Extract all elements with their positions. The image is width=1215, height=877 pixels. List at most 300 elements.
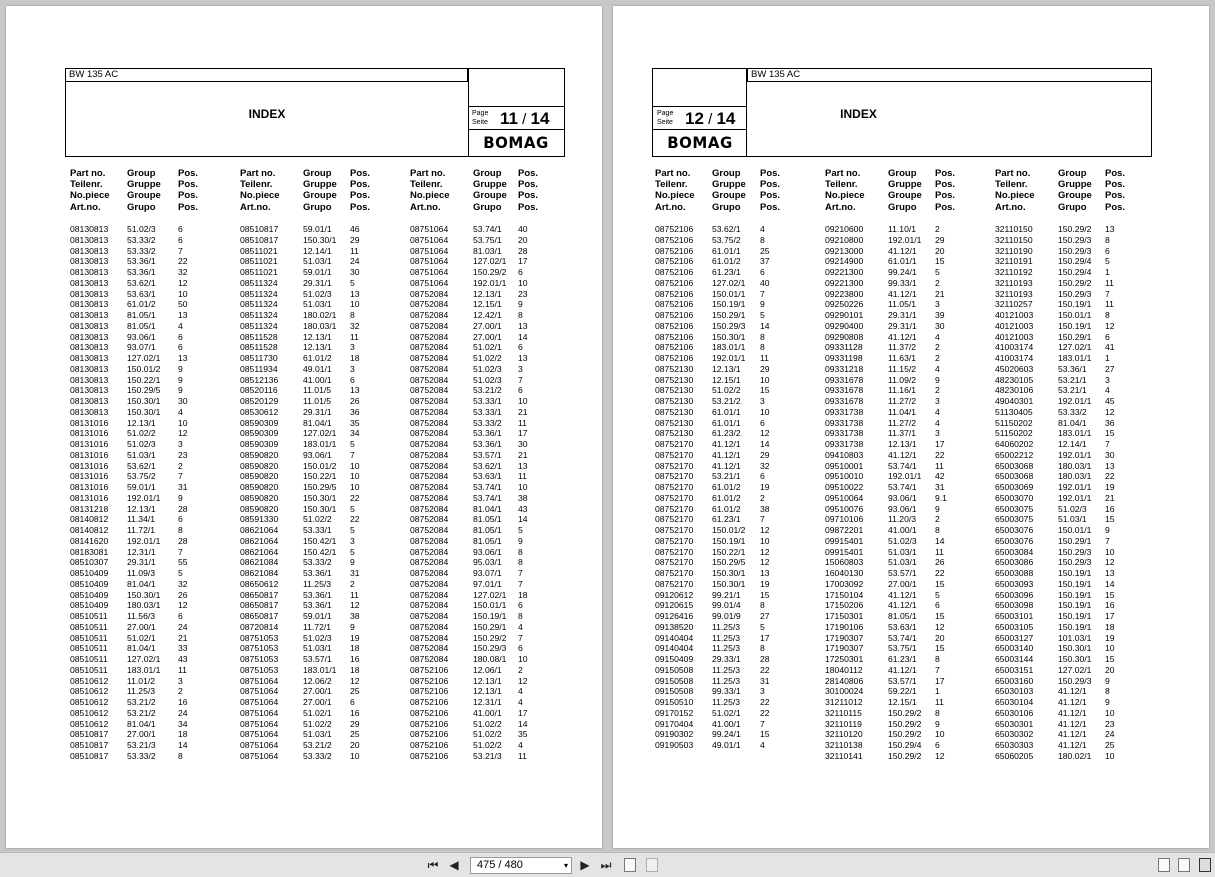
part-number: 08183081 bbox=[70, 546, 109, 557]
page-header bbox=[65, 68, 565, 157]
position: 2 bbox=[935, 342, 940, 353]
group-ref: 53.36/1 bbox=[127, 256, 156, 267]
group-ref: 41.00/1 bbox=[303, 374, 332, 385]
part-number: 51150202 bbox=[995, 428, 1033, 439]
part-number: 08752170 bbox=[655, 535, 694, 546]
part-number: 09290400 bbox=[825, 320, 864, 331]
group-ref: 53.21/3 bbox=[473, 750, 502, 761]
part-number: 08590309 bbox=[240, 428, 279, 439]
group-ref: 49.01/1 bbox=[712, 740, 741, 750]
fit-width-icon[interactable] bbox=[646, 858, 658, 872]
group-header: Group Gruppe Groupe Grupo bbox=[1058, 168, 1092, 213]
position: 20 bbox=[518, 234, 528, 245]
group-ref: 81.04/1 bbox=[1058, 417, 1087, 428]
position: 20 bbox=[350, 740, 360, 750]
part-number: 65003093 bbox=[995, 578, 1034, 589]
group-ref: 150.29/1 bbox=[1058, 535, 1092, 546]
group-ref: 53.33/2 bbox=[127, 245, 156, 256]
part-number: 08510612 bbox=[70, 718, 109, 729]
part-number: 08752130 bbox=[655, 374, 694, 385]
part-number: 08752084 bbox=[410, 492, 449, 503]
part-number: 09150508 bbox=[655, 686, 694, 697]
group-ref: 150.29/5 bbox=[127, 385, 161, 396]
position: 11 bbox=[518, 471, 527, 482]
part-number: 32110141 bbox=[825, 750, 863, 761]
part-number: 08752130 bbox=[655, 385, 694, 396]
group-ref: 11.25/3 bbox=[712, 675, 741, 686]
group-ref: 150.29/2 bbox=[1058, 224, 1092, 234]
position: 29 bbox=[760, 363, 770, 374]
position: 26 bbox=[178, 589, 188, 600]
position: 11 bbox=[935, 546, 944, 557]
part-number: 08511324 bbox=[240, 277, 278, 288]
position: 10 bbox=[350, 299, 360, 310]
part-number: 65003086 bbox=[995, 557, 1034, 568]
part-number: 08511021 bbox=[240, 267, 278, 277]
position: 8 bbox=[760, 600, 765, 611]
position: 7 bbox=[1105, 439, 1110, 449]
group-ref: 11.37/1 bbox=[888, 428, 917, 439]
group-ref: 11.25/3 bbox=[127, 686, 156, 697]
position: 5 bbox=[935, 589, 940, 600]
position: 6 bbox=[760, 471, 765, 482]
group-ref: 53.57/1 bbox=[473, 449, 502, 460]
current-page-number: 12 bbox=[685, 109, 704, 128]
position: 10 bbox=[1105, 707, 1115, 718]
group-ref: 12.13/1 bbox=[127, 503, 156, 514]
group-ref: 51.02/3 bbox=[473, 374, 502, 385]
position: 8 bbox=[1105, 310, 1110, 320]
group-ref: 150.42/1 bbox=[303, 546, 337, 557]
group-header: Group Gruppe Groupe Grupo bbox=[127, 168, 161, 213]
group-ref: 53.33/1 bbox=[303, 525, 332, 535]
position: 11 bbox=[1105, 277, 1114, 288]
position: 12 bbox=[350, 600, 360, 611]
group-ref: 11.25/3 bbox=[712, 632, 741, 643]
position: 7 bbox=[518, 374, 523, 385]
position: 3 bbox=[935, 299, 940, 310]
position: 13 bbox=[760, 568, 770, 578]
part-number: 08752106 bbox=[410, 675, 449, 686]
part-number: 08751064 bbox=[410, 224, 449, 234]
position: 2 bbox=[935, 224, 940, 234]
group-ref: 53.74/1 bbox=[888, 482, 917, 492]
position: 29 bbox=[350, 234, 360, 245]
part-number: 08752084 bbox=[410, 320, 449, 331]
position: 9 bbox=[350, 621, 355, 632]
position: 11 bbox=[935, 460, 944, 471]
group-ref: 53.62/1 bbox=[712, 224, 741, 234]
position: 10 bbox=[518, 396, 528, 406]
group-ref: 53.33/1 bbox=[473, 406, 502, 417]
position: 8 bbox=[1105, 686, 1110, 697]
group-ref: 51.02/3 bbox=[127, 439, 156, 449]
part-number: 08752106 bbox=[655, 256, 694, 267]
part-number: 08752106 bbox=[655, 277, 694, 288]
part-number: 08511528 bbox=[240, 342, 278, 353]
part-number: 08130813 bbox=[70, 310, 109, 320]
position: 34 bbox=[350, 428, 360, 439]
part-number: 08130813 bbox=[70, 245, 109, 256]
position: 12 bbox=[760, 525, 770, 535]
group-ref: 51.02/2 bbox=[473, 729, 502, 740]
group-ref: 150.01/2 bbox=[303, 460, 337, 471]
group-ref: 53.36/1 bbox=[303, 589, 332, 600]
group-ref: 93.06/1 bbox=[473, 546, 502, 557]
part-number: 17250301 bbox=[825, 654, 864, 664]
position: 25 bbox=[350, 729, 360, 740]
part-number: 08752106 bbox=[655, 310, 694, 320]
position: 8 bbox=[518, 310, 523, 320]
part-number: 09214900 bbox=[825, 256, 864, 267]
part-number: 65002212 bbox=[995, 449, 1034, 460]
position: 30 bbox=[350, 267, 360, 277]
position: 18 bbox=[350, 353, 360, 363]
next-page-icon[interactable]: ▶ bbox=[580, 858, 590, 872]
part-number: 08621084 bbox=[240, 568, 279, 578]
part-number: 40121003 bbox=[995, 331, 1034, 342]
position: 8 bbox=[518, 611, 523, 621]
position: 19 bbox=[1105, 632, 1115, 643]
part-number: 08751053 bbox=[240, 632, 279, 643]
part-number: 40121003 bbox=[995, 310, 1034, 320]
position: 43 bbox=[178, 654, 188, 664]
position: 8 bbox=[760, 331, 765, 342]
group-ref: 81.04/1 bbox=[303, 417, 332, 428]
position: 2 bbox=[518, 664, 523, 675]
part-number: 32110150 bbox=[995, 234, 1033, 245]
part-number: 08510511 bbox=[70, 621, 108, 632]
continuous-view-icon[interactable] bbox=[1178, 858, 1190, 872]
part-number: 08752106 bbox=[410, 697, 449, 707]
part-number: 08510409 bbox=[70, 578, 109, 589]
group-ref: 99.24/1 bbox=[888, 267, 917, 277]
part-number: 09150409 bbox=[655, 654, 694, 664]
part-number: 09331738 bbox=[825, 417, 864, 428]
group-ref: 12.31/1 bbox=[473, 697, 502, 707]
position: 2 bbox=[178, 460, 183, 471]
position: 15 bbox=[1105, 428, 1115, 439]
group-ref: 29.31/1 bbox=[888, 320, 917, 331]
position: 13 bbox=[1105, 460, 1115, 471]
group-ref: 150.19/1 bbox=[1058, 600, 1092, 611]
group-ref: 180.02/1 bbox=[303, 310, 337, 320]
position: 20 bbox=[1105, 664, 1115, 675]
position: 33 bbox=[178, 643, 188, 654]
position: 8 bbox=[518, 546, 523, 557]
group-ref: 150.01/2 bbox=[712, 525, 746, 535]
position: 17 bbox=[518, 707, 528, 718]
group-ref: 51.02/2 bbox=[303, 514, 332, 525]
group-ref: 150.22/1 bbox=[303, 471, 337, 482]
current-page-number: 11 bbox=[500, 109, 518, 128]
group-ref: 53.21/2 bbox=[127, 697, 156, 707]
part-number: 17190307 bbox=[825, 643, 864, 654]
group-ref: 53.21/2 bbox=[303, 740, 332, 750]
single-page-view-icon[interactable] bbox=[1158, 858, 1170, 872]
part-number: 32110257 bbox=[995, 299, 1033, 310]
part-number: 48230106 bbox=[995, 385, 1034, 396]
part-number: 09331678 bbox=[825, 396, 864, 406]
position: 2 bbox=[350, 578, 355, 589]
position: 4 bbox=[178, 320, 183, 331]
part-number: 09915401 bbox=[825, 546, 864, 557]
position: 9 bbox=[178, 385, 183, 396]
part-number: 08751064 bbox=[240, 718, 279, 729]
part-number: 08752106 bbox=[655, 224, 694, 234]
position: 6 bbox=[935, 740, 940, 750]
part-number: 40121003 bbox=[995, 320, 1034, 331]
logo-text: BOMAG bbox=[667, 133, 733, 153]
group-ref: 53.75/2 bbox=[127, 471, 156, 482]
part-number: 08510817 bbox=[240, 234, 279, 245]
group-ref: 150.29/3 bbox=[1058, 557, 1092, 568]
page-label-en: Page bbox=[657, 110, 674, 117]
position: 29 bbox=[760, 449, 770, 460]
position: 14 bbox=[178, 740, 188, 750]
position: 17 bbox=[935, 675, 945, 686]
part-number: 08752084 bbox=[410, 546, 449, 557]
position: 32 bbox=[178, 267, 188, 277]
group-ref: 12.13/1 bbox=[712, 363, 741, 374]
position: 6 bbox=[178, 224, 183, 234]
part-number: 51150202 bbox=[995, 417, 1033, 428]
part-number: 08752170 bbox=[655, 557, 694, 568]
position: 11 bbox=[178, 664, 187, 675]
group-ref: 41.12/1 bbox=[1058, 707, 1087, 718]
chevron-down-icon: ▾ bbox=[563, 861, 568, 870]
pos-header: Pos. Pos. Pos. Pos. bbox=[178, 168, 199, 213]
group-ref: 150.30/1 bbox=[303, 503, 337, 514]
page-separator: / bbox=[703, 111, 717, 128]
part-number: 08751064 bbox=[240, 750, 279, 761]
position: 8 bbox=[518, 557, 523, 568]
group-ref: 53.57/1 bbox=[888, 675, 917, 686]
position: 24 bbox=[350, 256, 360, 267]
position: 46 bbox=[350, 224, 360, 234]
position: 6 bbox=[518, 342, 523, 353]
group-ref: 53.36/1 bbox=[303, 568, 332, 578]
group-ref: 93.06/1 bbox=[888, 492, 917, 503]
position: 42 bbox=[935, 471, 945, 482]
group-ref: 150.19/1 bbox=[1058, 611, 1092, 621]
part-number: 08752084 bbox=[410, 471, 449, 482]
group-ref: 41.12/1 bbox=[712, 439, 741, 449]
part-number: 28140806 bbox=[825, 675, 864, 686]
part-number: 09150508 bbox=[655, 675, 694, 686]
group-ref: 49.01/1 bbox=[303, 363, 332, 374]
position: 4 bbox=[178, 406, 183, 417]
part-number: 32110120 bbox=[825, 729, 863, 740]
position: 15 bbox=[935, 256, 945, 267]
position: 14 bbox=[760, 439, 770, 449]
group-ref: 53.33/2 bbox=[127, 234, 156, 245]
part-number: 08752084 bbox=[410, 460, 449, 471]
group-ref: 59.01/1 bbox=[303, 224, 332, 234]
position: 28 bbox=[518, 245, 528, 256]
two-page-view-icon[interactable] bbox=[1199, 858, 1211, 872]
group-ref: 53.74/1 bbox=[888, 632, 917, 643]
position: 15 bbox=[1105, 589, 1115, 600]
part-number: 08752106 bbox=[655, 288, 694, 299]
group-ref: 11.09/2 bbox=[888, 374, 917, 385]
part-number: 65030303 bbox=[995, 740, 1034, 750]
position: 55 bbox=[178, 557, 188, 568]
group-ref: 93.07/1 bbox=[473, 568, 502, 578]
group-ref: 53.63/1 bbox=[888, 621, 917, 632]
part-number: 08130813 bbox=[70, 299, 109, 310]
group-ref: 61.23/2 bbox=[712, 428, 741, 439]
part-number: 51130405 bbox=[995, 406, 1033, 417]
position: 6 bbox=[1105, 245, 1110, 256]
position: 10 bbox=[178, 288, 188, 299]
part-number: 65003160 bbox=[995, 675, 1034, 686]
part-number: 65060205 bbox=[995, 750, 1034, 761]
position: 22 bbox=[350, 514, 360, 525]
group-ref: 12.15/1 bbox=[473, 299, 502, 310]
position: 2 bbox=[178, 686, 183, 697]
part-number: 65030103 bbox=[995, 686, 1034, 697]
group-ref: 150.29/1 bbox=[473, 621, 507, 632]
position: 15 bbox=[760, 589, 770, 600]
group-ref: 192.01/1 bbox=[888, 471, 922, 482]
group-ref: 51.03/1 bbox=[303, 256, 332, 267]
group-ref: 51.03/1 bbox=[127, 449, 156, 460]
group-ref: 59.01/1 bbox=[303, 611, 332, 621]
group-ref: 150.19/1 bbox=[473, 611, 507, 621]
position: 4 bbox=[760, 224, 765, 234]
part-number: 08752106 bbox=[410, 707, 449, 718]
position: 13 bbox=[1105, 568, 1115, 578]
part-number: 09510010 bbox=[825, 471, 864, 482]
position: 9 bbox=[1105, 697, 1110, 707]
part-number: 65003069 bbox=[995, 482, 1034, 492]
part-number: 09190302 bbox=[655, 729, 694, 740]
group-ref: 11.15/2 bbox=[888, 363, 917, 374]
group-ref: 192.01/1 bbox=[127, 492, 161, 503]
group-ref: 12.13/1 bbox=[888, 439, 917, 449]
page-number bbox=[685, 108, 735, 131]
part-number: 65030302 bbox=[995, 729, 1034, 740]
position: 4 bbox=[935, 331, 940, 342]
group-ref: 180.02/1 bbox=[1058, 750, 1092, 761]
part-number: 08752170 bbox=[655, 492, 694, 503]
position: 14 bbox=[518, 718, 528, 729]
group-ref: 150.30/1 bbox=[1058, 643, 1092, 654]
part-number: 64060202 bbox=[995, 439, 1034, 449]
group-ref: 12.13/1 bbox=[303, 342, 332, 353]
group-ref: 51.03/1 bbox=[888, 546, 917, 557]
part-number: 08752084 bbox=[410, 406, 449, 417]
group-ref: 192.01/1 bbox=[712, 353, 746, 363]
position: 24 bbox=[178, 621, 188, 632]
group-ref: 150.29/3 bbox=[712, 320, 746, 331]
part-number: 08590820 bbox=[240, 460, 279, 471]
group-ref: 11.25/3 bbox=[303, 578, 332, 589]
position: 9 bbox=[178, 363, 183, 374]
group-ref: 150.29/3 bbox=[1058, 675, 1092, 686]
group-ref: 150.29/2 bbox=[888, 729, 922, 740]
position: 5 bbox=[350, 546, 355, 557]
group-ref: 99.24/1 bbox=[712, 729, 741, 740]
part-number: 32110150 bbox=[995, 224, 1033, 234]
position: 15 bbox=[935, 578, 945, 589]
total-pages: 14 bbox=[530, 109, 550, 128]
group-ref: 11.25/3 bbox=[712, 664, 741, 675]
group-ref: 53.57/1 bbox=[303, 654, 332, 664]
group-ref: 61.01/2 bbox=[712, 256, 741, 267]
position: 13 bbox=[350, 288, 360, 299]
position: 14 bbox=[518, 514, 528, 525]
part-number: 08751053 bbox=[240, 643, 279, 654]
position: 4 bbox=[1105, 385, 1110, 396]
position: 41 bbox=[1105, 342, 1115, 353]
group-ref: 53.21/1 bbox=[1058, 374, 1087, 385]
part-number: 08131016 bbox=[70, 460, 109, 471]
part-number: 09290808 bbox=[825, 331, 864, 342]
part-number: 08752106 bbox=[655, 353, 694, 363]
group-ref: 53.21/2 bbox=[712, 396, 741, 406]
position: 17 bbox=[518, 256, 528, 267]
part-number: 08131016 bbox=[70, 482, 109, 492]
group-ref: 27.00/1 bbox=[473, 331, 502, 342]
group-ref: 12.13/1 bbox=[473, 686, 502, 697]
part-number: 09170152 bbox=[655, 707, 694, 718]
position: 22 bbox=[178, 256, 188, 267]
prev-page-icon[interactable]: ◀ bbox=[449, 858, 459, 872]
part-number: 32110190 bbox=[995, 245, 1033, 256]
position: 8 bbox=[178, 525, 183, 535]
last-page-icon[interactable]: ⏭ bbox=[600, 858, 612, 872]
part-number: 08752084 bbox=[410, 331, 449, 342]
group-ref: 53.62/1 bbox=[127, 460, 156, 471]
position: 15 bbox=[760, 729, 770, 740]
part-number: 08130813 bbox=[70, 331, 109, 342]
part-number: 08752084 bbox=[410, 288, 449, 299]
page-select[interactable] bbox=[470, 857, 572, 874]
part-number: 08130813 bbox=[70, 256, 109, 267]
part-number: 65030301 bbox=[995, 718, 1034, 729]
position: 12 bbox=[1105, 557, 1115, 568]
part-number: 08140812 bbox=[70, 514, 109, 525]
group-ref: 150.30/1 bbox=[127, 396, 161, 406]
part-number: 49040301 bbox=[995, 396, 1034, 406]
part-number: 08752106 bbox=[655, 245, 694, 256]
part-number: 15060803 bbox=[825, 557, 864, 568]
group-ref: 150.30/1 bbox=[303, 234, 337, 245]
group-header: Group Gruppe Groupe Grupo bbox=[712, 168, 746, 213]
group-ref: 150.29/2 bbox=[1058, 277, 1092, 288]
first-page-icon[interactable]: ⏮ bbox=[427, 858, 439, 872]
part-number: 08130813 bbox=[70, 224, 109, 234]
part-number: 08752084 bbox=[410, 385, 449, 396]
part-number: 65003101 bbox=[995, 611, 1034, 621]
part-number: 08751053 bbox=[240, 654, 279, 664]
group-ref: 12.13/1 bbox=[473, 288, 502, 299]
part-number: 31211012 bbox=[825, 697, 863, 707]
group-ref: 53.74/1 bbox=[473, 224, 502, 234]
part-number: 08752084 bbox=[410, 449, 449, 460]
part-number: 18040112 bbox=[825, 664, 863, 675]
group-ref: 12.13/1 bbox=[127, 417, 156, 428]
position: 8 bbox=[178, 750, 183, 761]
part-number: 09213000 bbox=[825, 245, 864, 256]
fit-page-icon[interactable] bbox=[624, 858, 636, 872]
part-number: 08511324 bbox=[240, 310, 278, 320]
position: 29 bbox=[935, 234, 945, 245]
group-ref: 27.00/1 bbox=[127, 621, 156, 632]
group-ref: 12.15/1 bbox=[712, 374, 741, 385]
